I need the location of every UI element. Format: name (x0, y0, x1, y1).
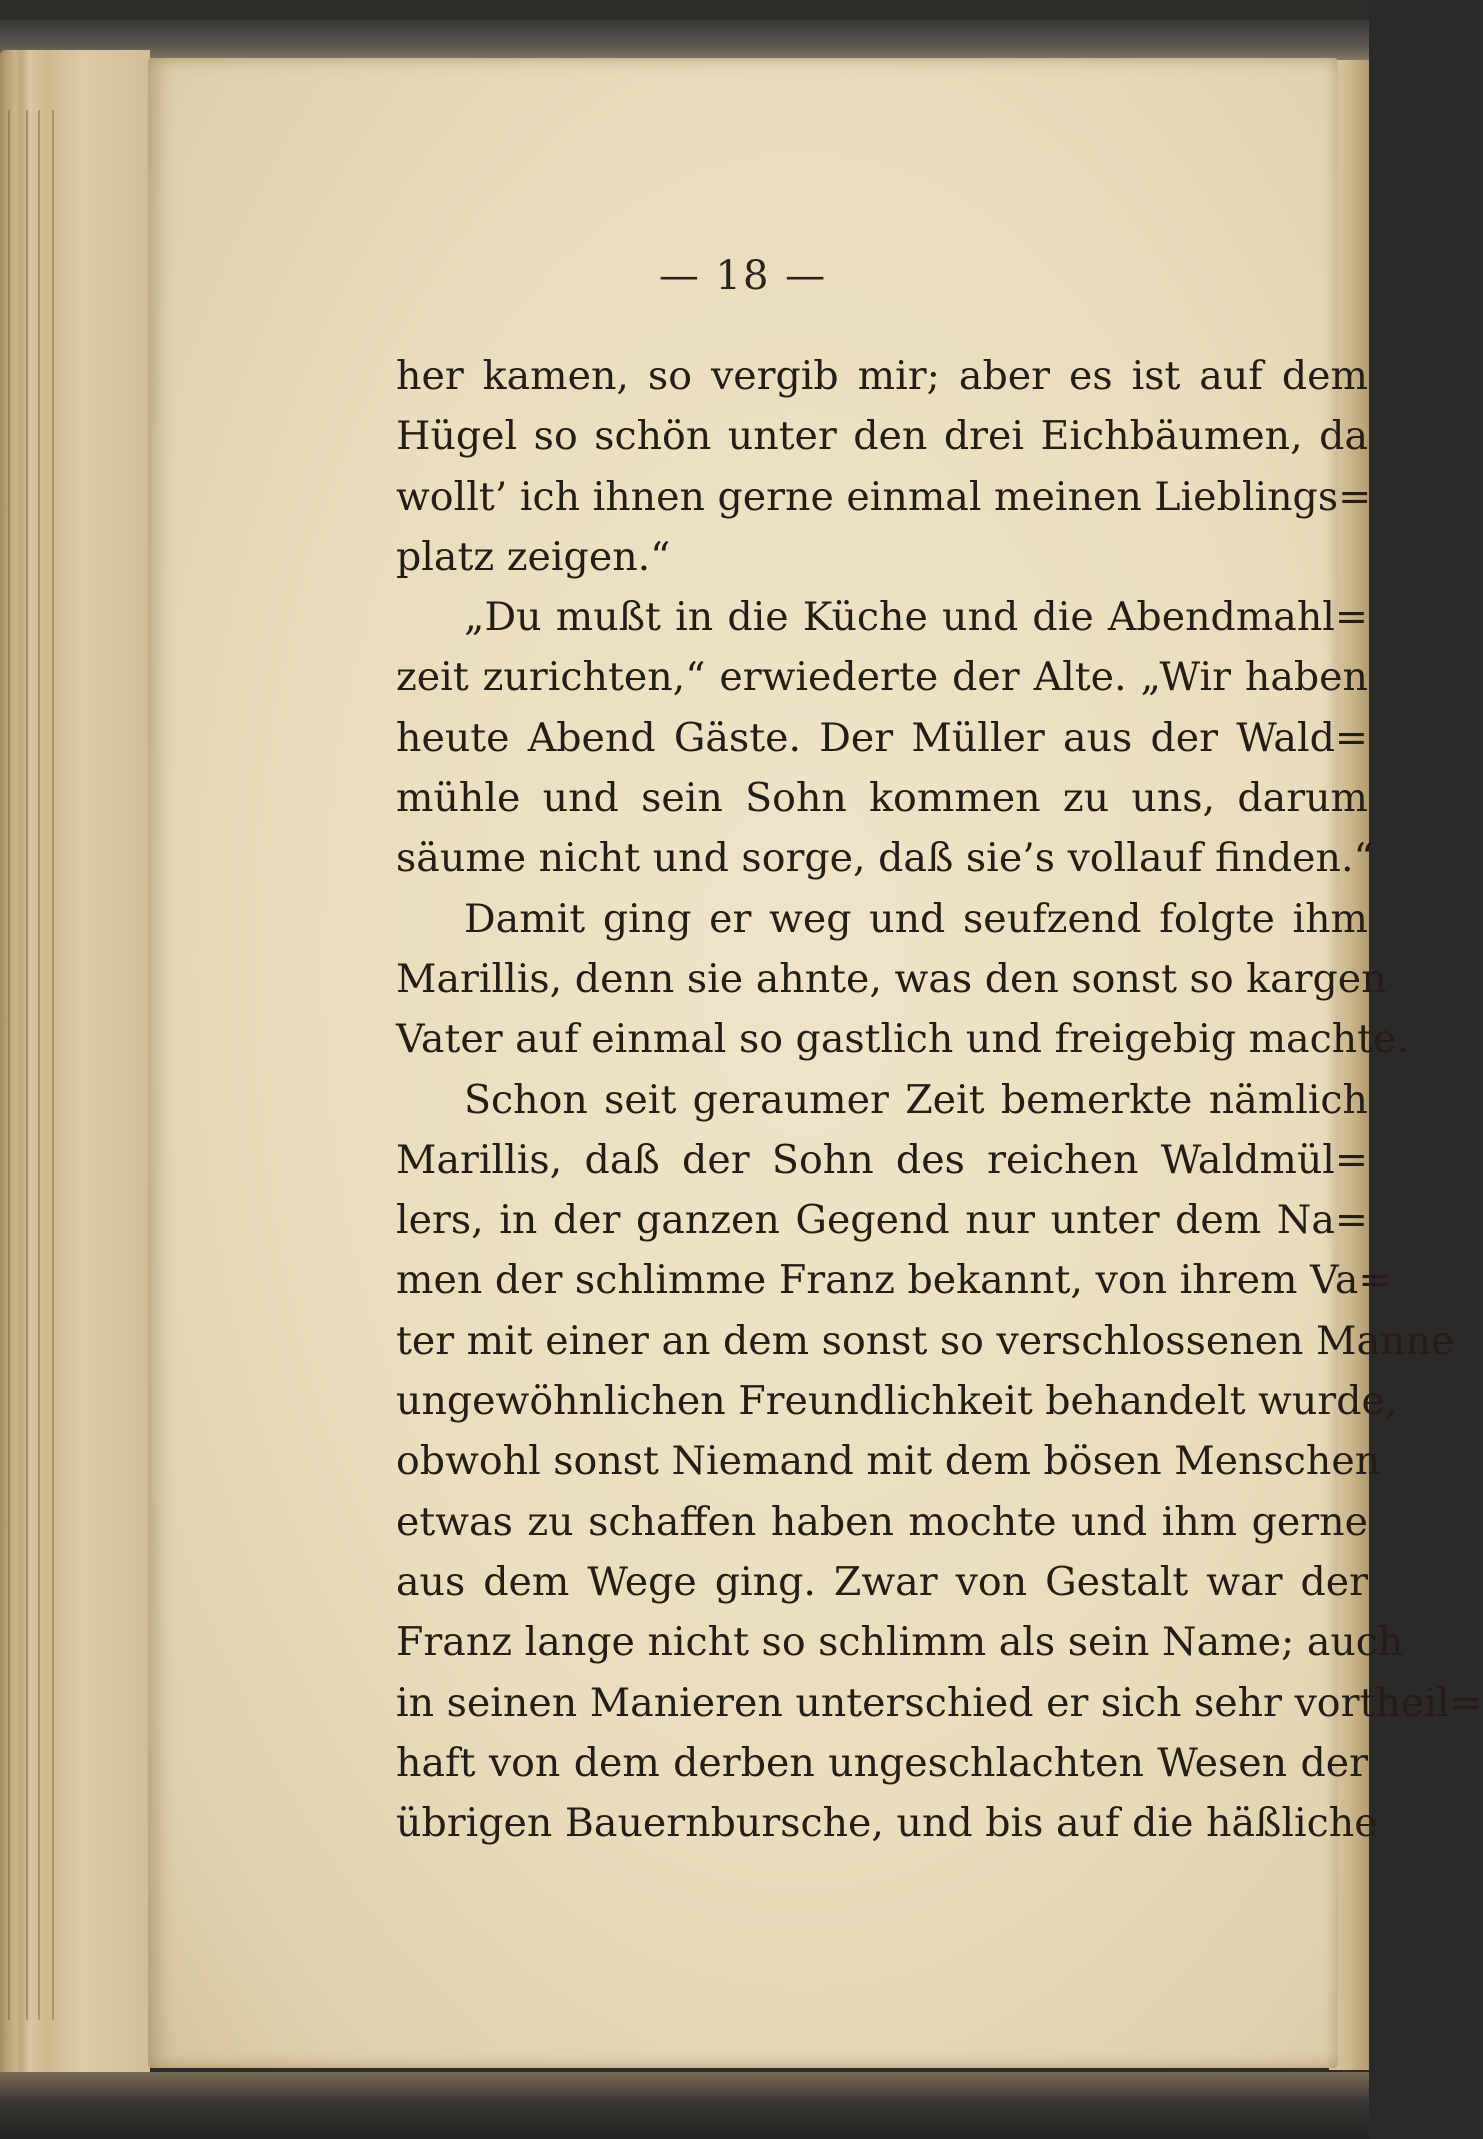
text-line: säume nicht und sorge, daß sie’s vollauf finden.“ (396, 835, 1374, 882)
text-line: etwas zu schaffen haben mochte und ihm gerne (396, 1498, 1368, 1545)
text-line: wollt’ ich ihnen gerne einmal meinen Lieblings= (396, 473, 1372, 520)
text-line: Marillis, daß der Sohn des reichen Waldmül= (396, 1136, 1368, 1183)
book-page (148, 58, 1483, 2068)
text-line: in seinen Manieren unterschied er sich sehr vortheil= (396, 1679, 1483, 1726)
text-line: heute Abend Gäste. Der Müller aus der Wald= (396, 714, 1368, 761)
text-line: mühle und sein Sohn kommen zu uns, darum (396, 775, 1368, 822)
body-text (396, 346, 1483, 1853)
text-line: lers, in der ganzen Gegend nur unter dem Na= (396, 1197, 1368, 1244)
text-line: men der schlimme Franz bekannt, von ihrem Va= (396, 1257, 1392, 1304)
leaf-edge-line (26, 110, 28, 2020)
text-line: Franz lange nicht so schlimm als sein Name; auch (396, 1619, 1404, 1666)
text-line: übrigen Bauernbursche, und bis auf die häßliche (396, 1800, 1378, 1847)
text-line: zeit zurichten,“ erwiederte der Alte. „Wir haben (396, 654, 1368, 701)
book-cover-bottom-edge (0, 2072, 1369, 2139)
text-line: ungewöhnlichen Freundlichkeit behandelt wurde, (396, 1378, 1398, 1425)
book-cover-top-edge (0, 20, 1369, 62)
text-line: Schon seit geraumer Zeit bemerkte nämlich (464, 1076, 1368, 1123)
left-page-stack (0, 50, 150, 2080)
leaf-edge-line (38, 110, 40, 2020)
text-line: Hügel so schön unter den drei Eichbäumen, da (396, 413, 1368, 460)
text-line: obwohl sonst Niemand mit dem bösen Menschen (396, 1438, 1381, 1485)
text-line: ter mit einer an dem sonst so verschlossenen Manne (396, 1317, 1455, 1364)
text-line: Vater auf einmal so gastlich und freigebig machte. (396, 1016, 1409, 1063)
text-line: Damit ging er weg und seufzend folgte ihm (464, 895, 1368, 942)
leaf-edge-line (52, 110, 54, 2020)
page-number: — 18 — (658, 253, 828, 299)
text-line: platz zeigen.“ (396, 533, 671, 580)
text-line: Marillis, denn sie ahnte, was den sonst so kargen (396, 955, 1387, 1002)
text-line: aus dem Wege ging. Zwar von Gestalt war der (396, 1558, 1368, 1605)
text-line: her kamen, so vergib mir; aber es ist auf dem (396, 353, 1368, 399)
text-line: haft von dem derben ungeschlachten Wesen der (396, 1739, 1368, 1786)
leaf-edge-line (8, 110, 10, 2020)
text-line: „Du mußt in die Küche und die Abendmahl= (464, 594, 1368, 641)
